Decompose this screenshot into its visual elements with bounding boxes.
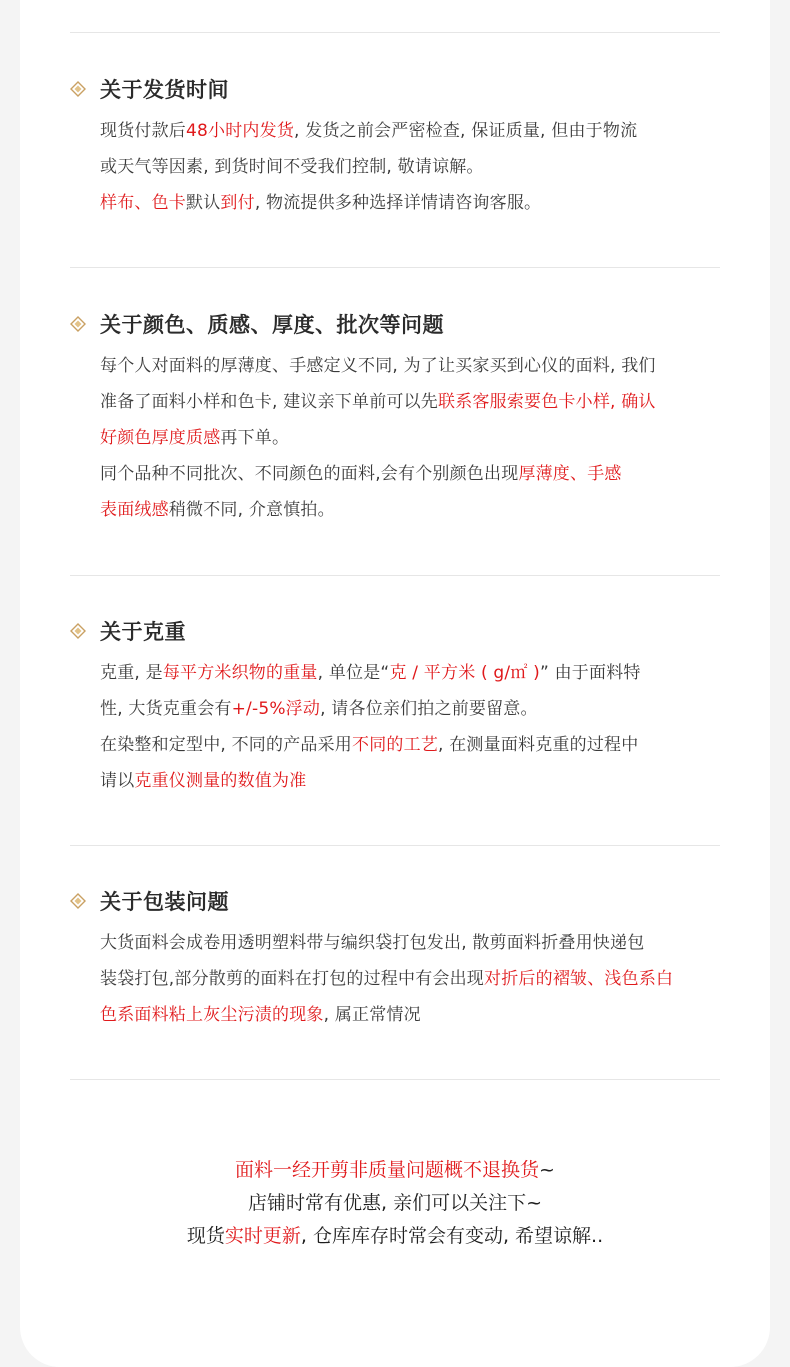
text-segment: , 发货之前会严密检查, 保证质量, 但由于物流 — [294, 121, 638, 141]
section-color-texture — [70, 309, 730, 528]
text-segment: , 请各位亲们拍之前要留意。 — [320, 699, 538, 719]
text-segment: , 单位是“ — [317, 663, 390, 683]
highlight-text: 到付 — [220, 193, 255, 213]
text-segment: , 在测量面料克重的过程中 — [438, 735, 639, 755]
section-title: 关于包装问题 — [100, 890, 229, 914]
footer-line — [20, 1154, 770, 1187]
text-segment: 准备了面料小样和色卡, 建议亲下单前可以先 — [100, 392, 439, 412]
highlight-text: 克重仪测量的数值为准 — [134, 771, 307, 791]
highlight-text: 48小时内发货 — [186, 121, 295, 141]
section-title: 关于发货时间 — [100, 78, 229, 102]
section-packaging — [70, 886, 730, 1033]
text-line — [100, 492, 730, 528]
divider — [70, 845, 720, 846]
text-segment: 再下单。 — [220, 428, 290, 448]
text-line — [100, 727, 730, 763]
text-line — [100, 925, 730, 961]
divider — [70, 32, 720, 33]
text-segment: , 物流提供多种选择详情请咨询客服。 — [254, 193, 542, 213]
diamond-bullet-icon — [70, 316, 86, 332]
text-segment: 店铺时常有优惠, 亲们可以关注下~ — [248, 1192, 542, 1214]
diamond-bullet-icon — [70, 623, 86, 639]
text-segment: 性, 大货克重会有 — [100, 699, 232, 719]
section-weight — [70, 616, 730, 799]
section-body — [100, 348, 730, 528]
section-body — [100, 113, 730, 221]
text-segment: 装袋打包,部分散剪的面料在打包的过程中有会出现 — [100, 969, 485, 989]
highlight-text: 色系面料粘上灰尘污渍的现象 — [100, 1005, 324, 1025]
text-segment: ” 由于面料特 — [539, 663, 641, 683]
text-line — [100, 348, 730, 384]
text-segment: 每个人对面料的厚薄度、手感定义不同, 为了让买家买到心仪的面料, 我们 — [100, 356, 656, 376]
highlight-text: 表面绒感 — [100, 500, 169, 520]
section-body — [100, 655, 730, 799]
footer-line — [20, 1187, 770, 1220]
text-line — [100, 456, 730, 492]
divider — [70, 575, 720, 576]
highlight-text: 不同的工艺 — [352, 735, 439, 755]
text-segment: 现货 — [186, 1225, 225, 1247]
text-line — [100, 763, 730, 799]
text-line — [100, 691, 730, 727]
text-segment: 大货面料会成卷用透明塑料带与编织袋打包发出, 散剪面料折叠用快递包 — [100, 933, 645, 953]
text-segment: 现货付款后 — [100, 121, 186, 141]
text-line — [100, 149, 730, 185]
diamond-bullet-icon — [70, 893, 86, 909]
section-title: 关于颜色、质感、厚度、批次等问题 — [100, 313, 444, 337]
text-segment: 同个品种不同批次、不同颜色的面料,会有个别颜色出现 — [100, 464, 519, 484]
section-title: 关于克重 — [100, 620, 186, 644]
divider — [70, 1079, 720, 1080]
text-segment: 稍微不同, 介意慎拍。 — [168, 500, 335, 520]
highlight-text: 样布、色卡 — [100, 193, 186, 213]
highlight-text: 好颜色厚度质感 — [100, 428, 221, 448]
text-segment: 在染整和定型中, 不同的产品采用 — [100, 735, 353, 755]
text-line — [100, 384, 730, 420]
text-segment: 克重, 是 — [100, 663, 163, 683]
footer-notice — [20, 1154, 770, 1253]
text-segment: , 属正常情况 — [323, 1005, 421, 1025]
text-line — [100, 113, 730, 149]
text-line — [100, 420, 730, 456]
text-line — [100, 961, 730, 997]
footer-line — [20, 1220, 770, 1253]
highlight-text: 厚薄度、手感 — [518, 464, 622, 484]
highlight-text: 联系客服索要色卡小样, 确认 — [438, 392, 656, 412]
highlight-text: 面料一经开剪非质量问题概不退换货 — [235, 1159, 540, 1181]
divider — [70, 267, 720, 268]
highlight-text: 每平方米织物的重量 — [162, 663, 318, 683]
highlight-text: +/-5%浮动 — [231, 699, 321, 719]
text-line — [100, 655, 730, 691]
highlight-text: 克 / 平方米 ( g/㎡ ) — [389, 663, 540, 683]
text-segment: 请以 — [100, 771, 135, 791]
diamond-bullet-icon — [70, 81, 86, 97]
text-segment: , 仓库库存时常会有变动, 希望谅解.. — [300, 1225, 604, 1247]
highlight-text: 对折后的褶皱、浅色系白 — [484, 969, 674, 989]
text-segment: ~ — [539, 1159, 555, 1181]
text-segment: 或天气等因素, 到货时间不受我们控制, 敬请谅解。 — [100, 157, 484, 177]
text-segment: 默认 — [186, 193, 221, 213]
text-line — [100, 185, 730, 221]
section-shipping-time — [70, 74, 730, 221]
highlight-text: 实时更新 — [224, 1225, 301, 1247]
text-line — [100, 997, 730, 1033]
section-body — [100, 925, 730, 1033]
